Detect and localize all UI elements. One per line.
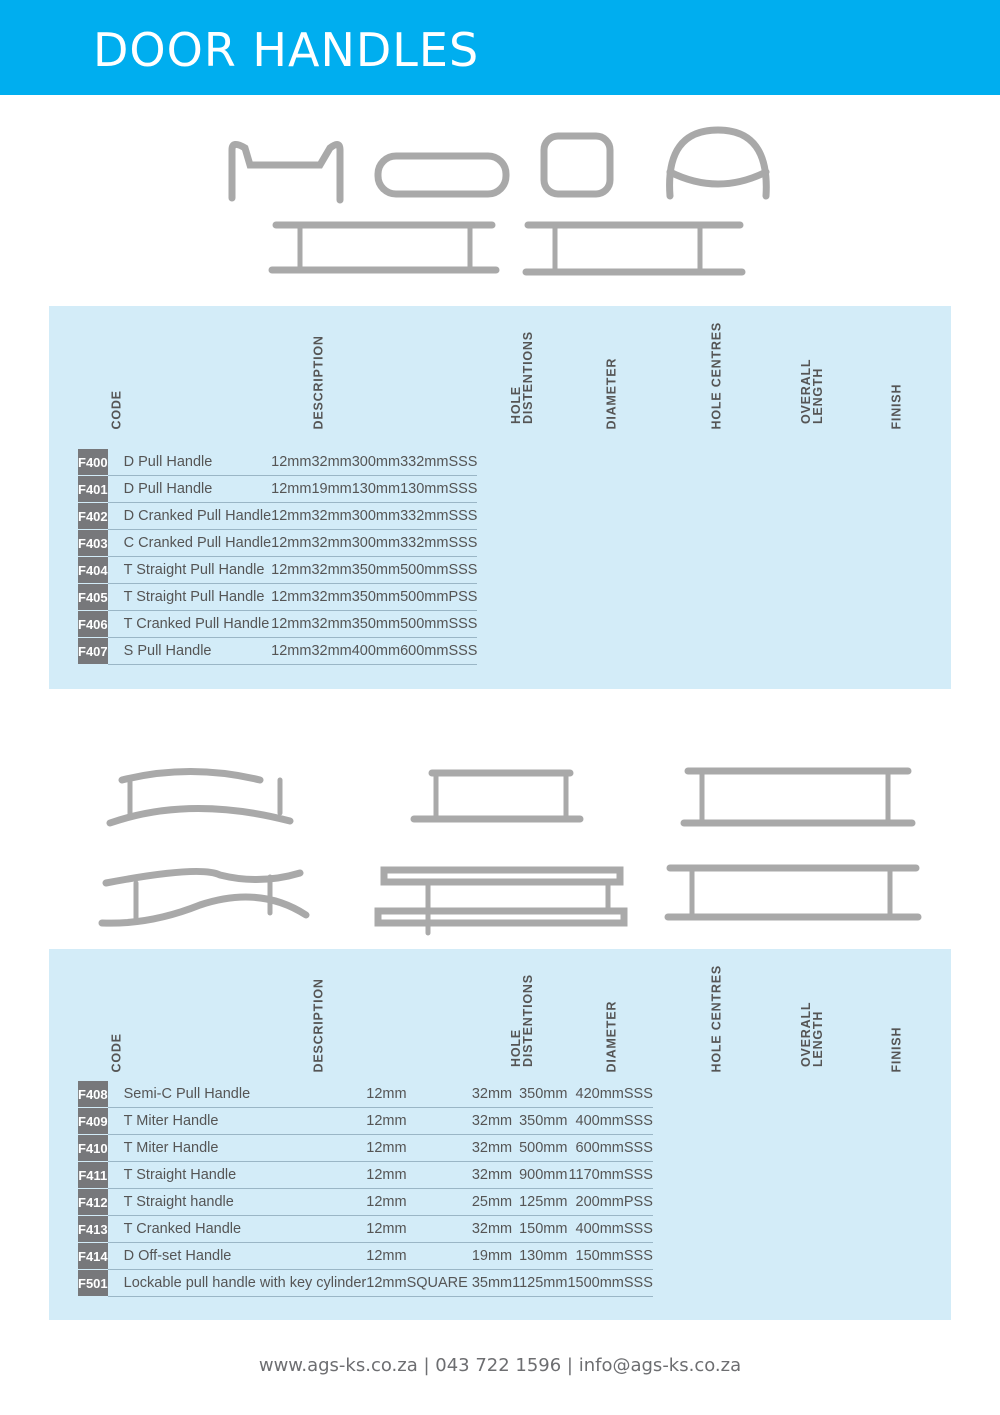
cell-hole: 12mm bbox=[366, 1135, 406, 1162]
col-header-diameter: DIAMETER bbox=[604, 1000, 619, 1073]
cell-description: T Straight handle bbox=[108, 1189, 367, 1216]
cell-code: F412 bbox=[78, 1189, 108, 1216]
table-row bbox=[78, 1270, 653, 1297]
table-row bbox=[78, 1216, 653, 1243]
cell-hole: 12mm bbox=[271, 557, 311, 584]
table-row bbox=[78, 1162, 653, 1189]
cell-diameter: 32mm bbox=[407, 1081, 513, 1108]
col-header-centres: HOLE CENTRES bbox=[709, 321, 724, 430]
table-row bbox=[78, 476, 477, 503]
cell-finish: SSS bbox=[448, 476, 477, 503]
d-pull-handle-photo bbox=[378, 156, 506, 194]
cell-finish: SSS bbox=[624, 1135, 653, 1162]
cell-centres: 350mm bbox=[352, 611, 400, 638]
cell-hole: 12mm bbox=[271, 449, 311, 476]
cell-centres: 400mm bbox=[352, 638, 400, 665]
cell-length: 332mm bbox=[400, 503, 448, 530]
cell-centres: 130mm bbox=[512, 1243, 567, 1270]
cell-centres: 300mm bbox=[352, 530, 400, 557]
cell-centres: 350mm bbox=[352, 557, 400, 584]
cell-finish: SSS bbox=[448, 611, 477, 638]
cell-description: D Pull Handle bbox=[108, 476, 272, 503]
cell-description: T Straight Pull Handle bbox=[108, 584, 272, 611]
cell-code: F403 bbox=[78, 530, 108, 557]
cell-diameter: 32mm bbox=[311, 557, 351, 584]
col-header-length: OVERALL LENGTH bbox=[799, 358, 825, 424]
table-row bbox=[78, 611, 477, 638]
table-2-body bbox=[78, 1081, 653, 1297]
cell-length: 200mm bbox=[567, 1189, 623, 1216]
cell-diameter: 19mm bbox=[407, 1243, 513, 1270]
cell-hole: 12mm bbox=[271, 530, 311, 557]
col-header-length: OVERALL LENGTH bbox=[799, 1001, 825, 1067]
cell-diameter: 32mm bbox=[311, 584, 351, 611]
col-header-finish: FINISH bbox=[889, 1026, 904, 1073]
cell-code: F501 bbox=[78, 1270, 108, 1297]
cell-description: D Cranked Pull Handle bbox=[108, 503, 272, 530]
cell-code: F409 bbox=[78, 1108, 108, 1135]
cell-code: F407 bbox=[78, 638, 108, 665]
cell-description: C Cranked Pull Handle bbox=[108, 530, 272, 557]
cell-hole: 12mm bbox=[366, 1162, 406, 1189]
table-row bbox=[78, 638, 477, 665]
cell-hole: 12mm bbox=[271, 476, 311, 503]
d-cranked-handle-photo bbox=[232, 144, 340, 200]
cell-hole: 12mm bbox=[366, 1270, 406, 1297]
cell-description: T Straight Pull Handle bbox=[108, 557, 272, 584]
cell-centres: 350mm bbox=[512, 1081, 567, 1108]
cell-finish: SSS bbox=[624, 1081, 653, 1108]
cell-length: 332mm bbox=[400, 530, 448, 557]
cell-centres: 1125mm bbox=[512, 1270, 567, 1297]
cell-centres: 350mm bbox=[352, 584, 400, 611]
cell-finish: PSS bbox=[448, 584, 477, 611]
col-header-code: CODE bbox=[109, 390, 124, 430]
cell-centres: 300mm bbox=[352, 503, 400, 530]
cell-code: F408 bbox=[78, 1081, 108, 1108]
cell-hole: 12mm bbox=[366, 1108, 406, 1135]
spec-table-2 bbox=[49, 949, 951, 1320]
cell-code: F413 bbox=[78, 1216, 108, 1243]
cell-finish: SSS bbox=[448, 449, 477, 476]
lockable-square-handle-photo bbox=[384, 870, 620, 882]
table-row bbox=[78, 503, 477, 530]
table-row bbox=[78, 1108, 653, 1135]
table-1-body bbox=[78, 449, 477, 665]
cell-code: F401 bbox=[78, 476, 108, 503]
cell-diameter: 32mm bbox=[311, 638, 351, 665]
cell-description: Semi-C Pull Handle bbox=[108, 1081, 367, 1108]
cell-hole: 12mm bbox=[366, 1081, 406, 1108]
table-row bbox=[78, 1189, 653, 1216]
page-title: DOOR HANDLES bbox=[93, 23, 480, 77]
cell-finish: SSS bbox=[448, 530, 477, 557]
cell-length: 400mm bbox=[567, 1216, 623, 1243]
cell-description: T Miter Handle bbox=[108, 1135, 367, 1162]
cell-length: 332mm bbox=[400, 449, 448, 476]
col-header-description: DESCRIPTION bbox=[311, 335, 326, 430]
cell-diameter: 32mm bbox=[407, 1135, 513, 1162]
cell-length: 150mm bbox=[567, 1243, 623, 1270]
cell-description: T Cranked Pull Handle bbox=[108, 611, 272, 638]
cell-length: 420mm bbox=[567, 1081, 623, 1108]
cell-length: 400mm bbox=[567, 1108, 623, 1135]
cell-description: D Pull Handle bbox=[108, 449, 272, 476]
cell-centres: 130mm bbox=[352, 476, 400, 503]
cell-diameter: 32mm bbox=[407, 1162, 513, 1189]
spec-table-1 bbox=[49, 306, 951, 689]
cell-description: T Straight Handle bbox=[108, 1162, 367, 1189]
cell-description: T Miter Handle bbox=[108, 1108, 367, 1135]
cell-finish: SSS bbox=[624, 1243, 653, 1270]
cell-hole: 12mm bbox=[366, 1189, 406, 1216]
cell-code: F402 bbox=[78, 503, 108, 530]
col-header-code: CODE bbox=[109, 1033, 124, 1073]
cell-finish: SSS bbox=[624, 1216, 653, 1243]
col-header-finish: FINISH bbox=[889, 383, 904, 430]
page-header bbox=[0, 0, 1000, 95]
cell-diameter: 32mm bbox=[311, 449, 351, 476]
cell-centres: 500mm bbox=[512, 1135, 567, 1162]
cell-diameter: 32mm bbox=[311, 503, 351, 530]
table-row bbox=[78, 1243, 653, 1270]
cell-finish: SSS bbox=[624, 1108, 653, 1135]
cell-length: 600mm bbox=[567, 1135, 623, 1162]
cell-centres: 125mm bbox=[512, 1189, 567, 1216]
cell-diameter: 32mm bbox=[311, 530, 351, 557]
cell-length: 500mm bbox=[400, 611, 448, 638]
col-header-diameter: DIAMETER bbox=[604, 357, 619, 430]
product-images-bottom bbox=[0, 755, 1000, 945]
cell-description: T Cranked Handle bbox=[108, 1216, 367, 1243]
table-row bbox=[78, 530, 477, 557]
semi-c-handle-photo bbox=[122, 772, 260, 781]
col-header-centres: HOLE CENTRES bbox=[709, 964, 724, 1073]
table-row bbox=[78, 1135, 653, 1162]
table-row bbox=[78, 1081, 653, 1108]
cell-code: F406 bbox=[78, 611, 108, 638]
cell-centres: 300mm bbox=[352, 449, 400, 476]
cell-diameter: 19mm bbox=[311, 476, 351, 503]
cell-finish: PSS bbox=[624, 1189, 653, 1216]
cell-diameter: 25mm bbox=[407, 1189, 513, 1216]
cell-diameter: 32mm bbox=[407, 1108, 513, 1135]
cell-centres: 900mm bbox=[512, 1162, 567, 1189]
cell-description: S Pull Handle bbox=[108, 638, 272, 665]
cell-code: F400 bbox=[78, 449, 108, 476]
cell-length: 500mm bbox=[400, 584, 448, 611]
cell-diameter: SQUARE 35mm bbox=[407, 1270, 513, 1297]
cell-hole: 12mm bbox=[271, 638, 311, 665]
cell-length: 1170mm bbox=[567, 1162, 623, 1189]
cell-description: D Off-set Handle bbox=[108, 1243, 367, 1270]
cell-centres: 350mm bbox=[512, 1108, 567, 1135]
handle-photos-top bbox=[0, 120, 1000, 300]
cell-centres: 150mm bbox=[512, 1216, 567, 1243]
cell-hole: 12mm bbox=[366, 1216, 406, 1243]
table-row bbox=[78, 449, 477, 476]
cell-hole: 12mm bbox=[271, 503, 311, 530]
col-header-hole: HOLE DISTENTIONS bbox=[509, 331, 535, 424]
cell-hole: 12mm bbox=[366, 1243, 406, 1270]
cell-length: 1500mm bbox=[567, 1270, 623, 1297]
col-header-hole: HOLE DISTENTIONS bbox=[509, 974, 535, 1067]
cell-finish: SSS bbox=[448, 638, 477, 665]
cell-description: Lockable pull handle with key cylinder bbox=[108, 1270, 367, 1297]
handle-photos-bottom bbox=[0, 755, 1000, 945]
cell-length: 500mm bbox=[400, 557, 448, 584]
c-handle-photo bbox=[544, 136, 610, 194]
table-row bbox=[78, 557, 477, 584]
cell-code: F411 bbox=[78, 1162, 108, 1189]
cell-hole: 12mm bbox=[271, 584, 311, 611]
col-header-description: DESCRIPTION bbox=[311, 978, 326, 1073]
cell-diameter: 32mm bbox=[311, 611, 351, 638]
cell-finish: SSS bbox=[624, 1270, 653, 1297]
cell-finish: SSS bbox=[448, 503, 477, 530]
cell-length: 130mm bbox=[400, 476, 448, 503]
table-row bbox=[78, 584, 477, 611]
cell-hole: 12mm bbox=[271, 611, 311, 638]
cell-code: F410 bbox=[78, 1135, 108, 1162]
cell-code: F404 bbox=[78, 557, 108, 584]
cell-finish: SSS bbox=[448, 557, 477, 584]
cell-finish: SSS bbox=[624, 1162, 653, 1189]
cell-code: F405 bbox=[78, 584, 108, 611]
cell-code: F414 bbox=[78, 1243, 108, 1270]
cell-diameter: 32mm bbox=[407, 1216, 513, 1243]
product-images-top bbox=[0, 120, 1000, 300]
footer-contact: www.ags-ks.co.za | 043 722 1596 | info@ags-ks.co.za bbox=[258, 1355, 742, 1376]
cell-length: 600mm bbox=[400, 638, 448, 665]
